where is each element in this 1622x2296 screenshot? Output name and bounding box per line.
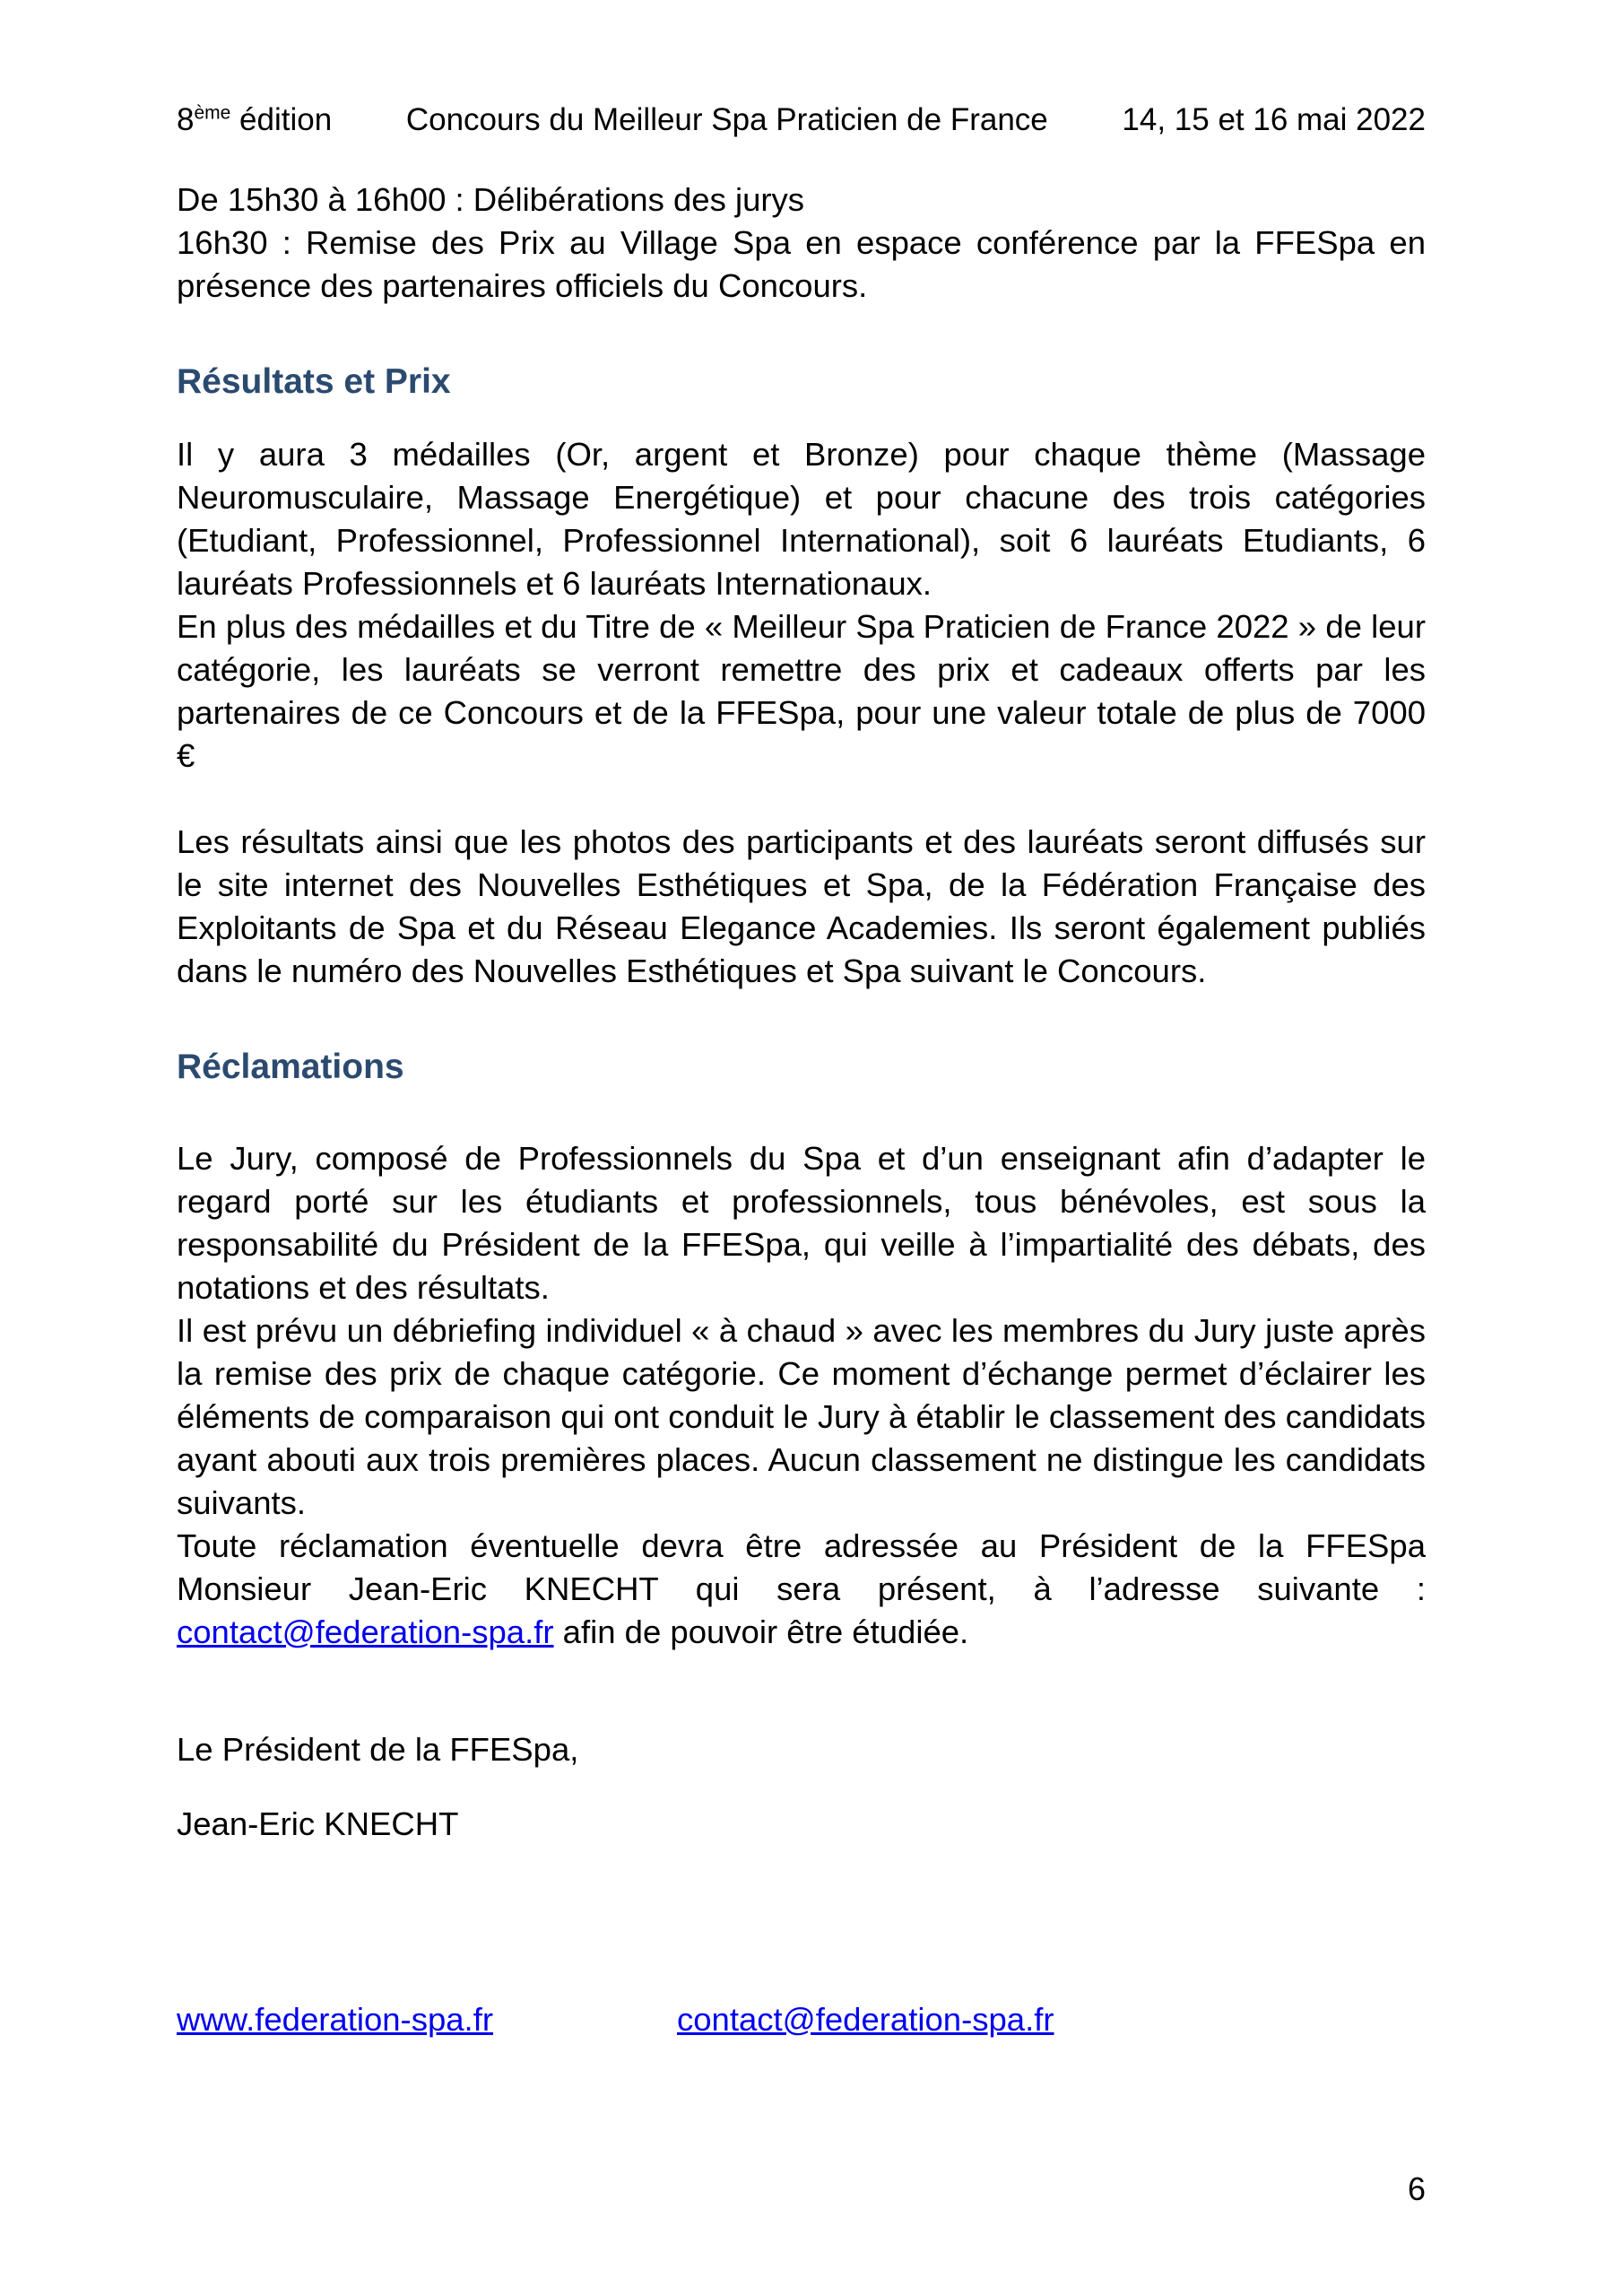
page-number: 6 [1407,2170,1426,2207]
footer-email-link[interactable]: contact@federation-spa.fr [677,2001,1054,2038]
reclamations-paragraph-jury: Le Jury, composé de Professionnels du Spa et d’un enseignant afin d’adapter le regard porté sur les étudiants et professionnels, tous bénévoles, est sous la responsabilité du Président de la FFESpa, qui veille à l’impartialité des débats, des notations et des résultats. [177,1140,1426,1306]
edition-word: édition [230,102,333,137]
signature-name-line: Jean-Eric KNECHT [177,1805,459,1842]
edition-superscript: ème [194,102,231,124]
intro-line-2: 16h30 : Remise des Prix au Village Spa en espace conférence par la FFESpa en présence des partenaires officiels du Concours. [177,224,1426,304]
reclamations-contact-text-after: afin de pouvoir être étudiée. [553,1613,969,1650]
edition-label [177,99,332,142]
reclamations-paragraph-contact [177,1525,1426,1654]
reclamations-contact-text-before: Toute réclamation éventuelle devra être adressée au Président de la FFESpa Monsieur Jean-Eric KNECHT qui sera présent, à l’adresse suivante : [177,1527,1426,1607]
website-link[interactable]: www.federation-spa.fr [177,2001,493,2038]
signature-role-line: Le Président de la FFESpa, [177,1731,579,1768]
heading-resultats-et-prix: Résultats et Prix [177,362,451,401]
resultats-paragraph-medailles: Il y aura 3 médailles (Or, argent et Bronze) pour chaque thème (Massage Neuromusculaire, Massage Energétique) et pour chacune des trois catégories (Etudiant, Professionnel, Professionnel International), soit 6 lauréats Etudiants, 6 lauréats Professionnels et 6 lauréats Internationaux. [177,436,1426,602]
footer-links [177,1998,1426,2041]
resultats-paragraph-diffusion: Les résultats ainsi que les photos des participants et des lauréats seront diffusés sur le site internet des Nouvelles Esthétiques et Spa, de la Fédération Française des Exploitants de Spa et du Réseau Elegance Academies. Ils seront également publiés dans le numéro des Nouvelles Esthétiques et Spa suivant le Concours. [177,823,1426,989]
page-header [177,99,1426,142]
header-dates: 14, 15 et 16 mai 2022 [1122,102,1426,137]
contact-email-link[interactable]: contact@federation-spa.fr [177,1613,554,1650]
header-title: Concours du Meilleur Spa Praticien de France [405,102,1048,137]
intro-line-1: De 15h30 à 16h00 : Délibérations des jurys [177,181,805,218]
reclamations-paragraph-debriefing: Il est prévu un débriefing individuel « à chaud » avec les membres du Jury juste après la remise des prix de chaque catégorie. Ce moment d’échange permet d’éclairer les éléments de comparaison qui ont conduit le Jury à établir le classement des candidats ayant abouti aux trois premières places. Aucun classement ne distingue les candidats suivants. [177,1312,1426,1521]
edition-number: 8 [177,102,195,137]
heading-reclamations: Réclamations [177,1048,404,1086]
resultats-paragraph-titre: En plus des médailles et du Titre de « Meilleur Spa Praticien de France 2022 » de leur catégorie, les lauréats se verront remettre des prix et cadeaux offerts par les partenaires de ce Concours et de la FFESpa, pour une valeur totale de plus de 7000 € [177,608,1426,774]
